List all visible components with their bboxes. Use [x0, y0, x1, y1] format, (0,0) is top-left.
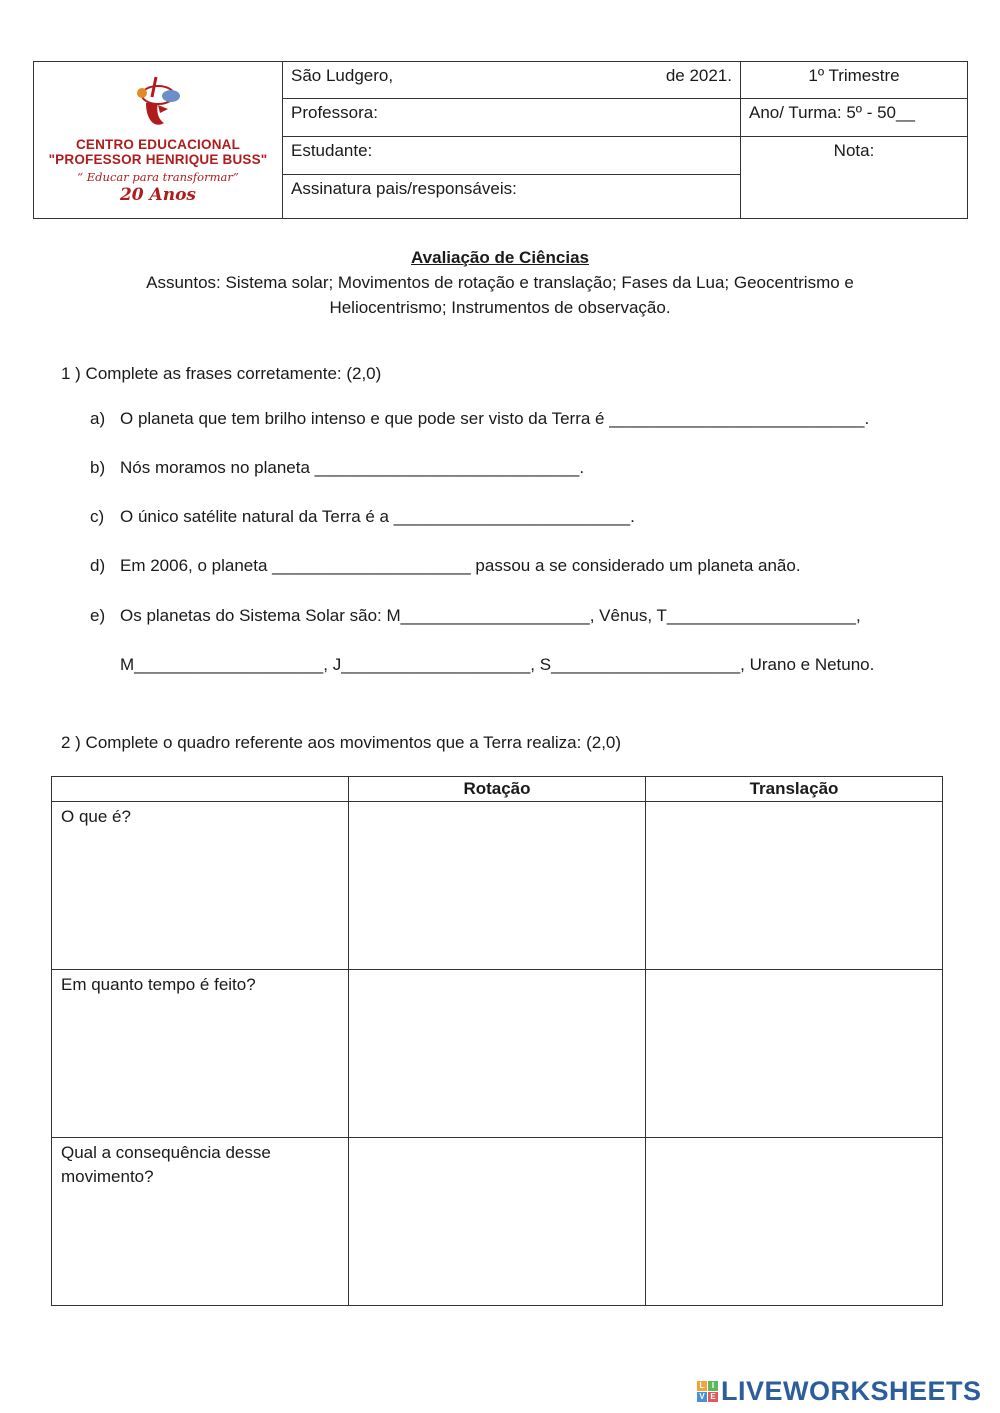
item-text: O único satélite natural da Terra é a _________________________. [120, 507, 635, 526]
q2-prompt: 2 ) Complete o quadro referente aos movimentos que a Terra realiza: (2,0) [61, 733, 622, 752]
column-header-translacao: Translação [646, 777, 943, 802]
teacher-field[interactable]: Professora: [283, 99, 741, 137]
q1-item-d[interactable] [90, 556, 801, 576]
term-cell: 1º Trimestre [741, 62, 968, 99]
liveworksheets-logo-icon [697, 1381, 718, 1402]
signature-field[interactable]: Assinatura pais/responsáveis: [283, 175, 741, 219]
class-field[interactable]: Ano/ Turma: 5º - 50__ [741, 99, 968, 137]
logo-line2: "PROFESSOR HENRIQUE BUSS" [48, 152, 268, 167]
liveworksheets-watermark [697, 1376, 982, 1407]
icon-letter: I [708, 1381, 718, 1391]
q1-item-e-continuation[interactable]: M____________________, J____________________, S____________________, Urano e Netuno. [120, 655, 875, 674]
page-title: Avaliação de Ciências [411, 248, 589, 267]
answer-cell[interactable] [646, 970, 943, 1138]
title-block [100, 245, 900, 320]
item-text: O planeta que tem brilho intenso e que pode ser visto da Terra é ___________________________. [120, 409, 870, 428]
city-label: São Ludgero, [291, 66, 394, 85]
item-label: e) [90, 606, 106, 625]
logo-years: 20 Anos [119, 185, 197, 205]
icon-letter: L [697, 1381, 707, 1391]
year-label: de 2021. [665, 66, 732, 85]
movements-table [51, 776, 943, 1306]
logo [34, 62, 283, 219]
date-cell[interactable] [283, 62, 741, 99]
answer-cell[interactable] [349, 970, 646, 1138]
table-row [52, 802, 943, 970]
item-label: d) [90, 556, 106, 575]
q1-item-e[interactable] [90, 606, 861, 626]
item-text: Em 2006, o planeta _____________________ passou a se considerado um planeta anão. [120, 556, 801, 575]
q1-prompt: 1 ) Complete as frases corretamente: (2,0) [61, 364, 382, 383]
item-label: b) [90, 458, 106, 477]
header-table [33, 61, 968, 219]
school-logo-icon [128, 75, 188, 137]
grade-field[interactable]: Nota: [741, 137, 968, 219]
answer-cell[interactable] [349, 802, 646, 970]
icon-letter: E [708, 1392, 718, 1402]
table-row [52, 1138, 943, 1306]
item-label: a) [90, 409, 106, 428]
row-label: Qual a consequência desse movimento? [52, 1138, 349, 1306]
watermark-text: LIVEWORKSHEETS [721, 1376, 982, 1406]
item-text: Os planetas do Sistema Solar são: M____________________, Vênus, T____________________, [120, 606, 861, 625]
icon-letter: V [697, 1392, 707, 1402]
table-row [52, 970, 943, 1138]
logo-line1: CENTRO EDUCACIONAL [75, 137, 241, 152]
answer-cell[interactable] [349, 1138, 646, 1306]
student-field[interactable]: Estudante: [283, 137, 741, 175]
q1-item-a[interactable] [90, 409, 869, 429]
answer-cell[interactable] [646, 1138, 943, 1306]
logo-motto: “ Educar para transformar” [77, 170, 239, 184]
q1-item-c[interactable] [90, 507, 635, 527]
item-text: Nós moramos no planeta ____________________________. [120, 458, 585, 477]
row-label: O que é? [52, 802, 349, 970]
answer-cell[interactable] [646, 802, 943, 970]
q1-item-b[interactable] [90, 458, 584, 478]
subjects-line1: Assuntos: Sistema solar; Movimentos de rotação e translação; Fases da Lua; Geocentrismo e [146, 273, 854, 292]
table-corner-header [52, 777, 349, 802]
item-label: c) [90, 507, 105, 526]
subjects-line2: Heliocentrismo; Instrumentos de observação. [329, 298, 671, 317]
column-header-rotacao: Rotação [349, 777, 646, 802]
row-label: Em quanto tempo é feito? [52, 970, 349, 1138]
